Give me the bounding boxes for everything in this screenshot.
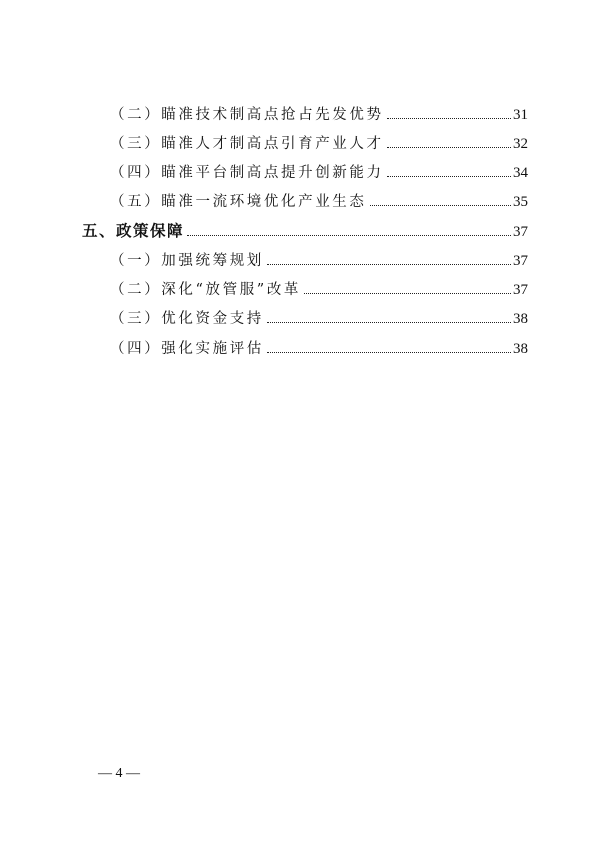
toc-page-number: 37 xyxy=(513,253,528,269)
toc-entry[interactable] xyxy=(110,129,528,153)
toc-page-number: 31 xyxy=(513,107,528,123)
toc-entry-label: （三）瞄准人才制高点引育产业人才 xyxy=(110,136,384,152)
toc-entry-label: 五、政策保障 xyxy=(82,221,185,240)
toc-section-heading[interactable] xyxy=(82,217,528,241)
toc-page-number: 35 xyxy=(513,194,528,210)
toc-dot-leader xyxy=(304,292,511,294)
toc-dot-leader xyxy=(267,321,511,323)
toc-entry[interactable] xyxy=(110,246,528,270)
toc-entry-label: （三）优化资金支持 xyxy=(110,311,264,327)
toc-entry-label: （五）瞄准一流环境优化产业生态 xyxy=(110,194,367,210)
toc-page-number: 32 xyxy=(513,136,528,152)
toc-entry[interactable] xyxy=(110,100,528,124)
toc-entry-label: （二）瞄准技术制高点抢占先发优势 xyxy=(110,107,384,123)
toc-entry[interactable] xyxy=(110,275,528,299)
toc-dot-leader xyxy=(187,234,511,236)
toc-entry-label: （一）加强统筹规划 xyxy=(110,253,264,269)
toc-dot-leader xyxy=(387,117,511,119)
toc-dot-leader xyxy=(267,351,511,353)
toc-page-number: 37 xyxy=(513,282,528,298)
toc-page-number: 38 xyxy=(513,311,528,327)
page-number-footer: — 4 — xyxy=(98,766,140,781)
toc-page-number: 38 xyxy=(513,341,528,357)
toc-page-number: 34 xyxy=(513,165,528,181)
toc-entry[interactable] xyxy=(110,304,528,328)
toc-entry-label: （四）瞄准平台制高点提升创新能力 xyxy=(110,165,384,181)
toc-dot-leader xyxy=(387,146,511,148)
toc-dot-leader xyxy=(267,263,511,265)
toc-entry-label: （二）深化“放管服”改革 xyxy=(110,282,302,298)
toc-entry[interactable] xyxy=(110,187,528,211)
toc-dot-leader xyxy=(387,175,511,177)
toc-dot-leader xyxy=(370,204,512,206)
toc-page-number: 37 xyxy=(513,224,528,240)
toc-entry[interactable] xyxy=(110,334,528,358)
toc-entry[interactable] xyxy=(110,158,528,182)
toc-entry-label: （四）强化实施评估 xyxy=(110,341,264,357)
